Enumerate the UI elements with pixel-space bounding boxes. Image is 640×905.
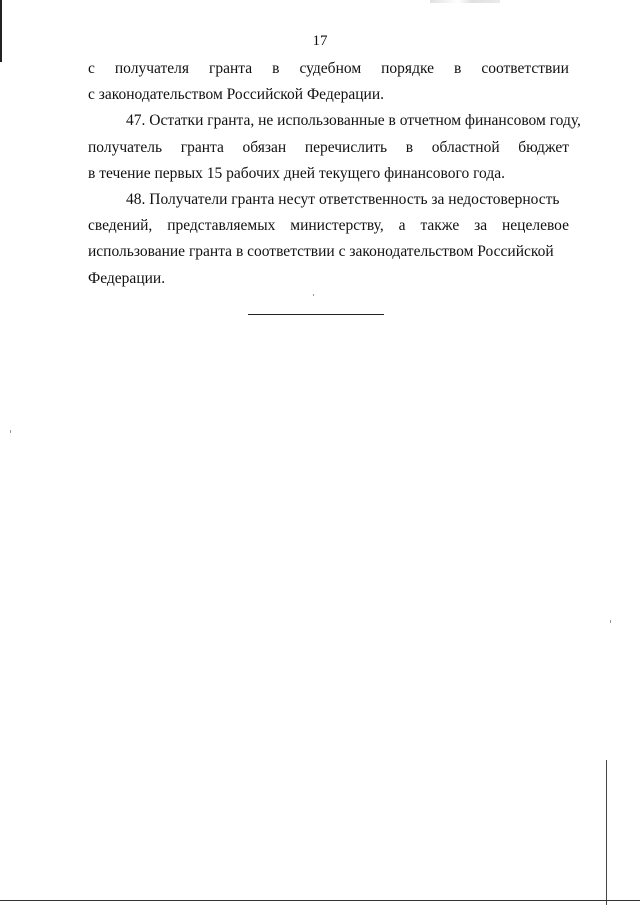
word: также bbox=[420, 217, 460, 235]
word: гранта bbox=[209, 60, 253, 77]
word: сведений, bbox=[88, 217, 153, 235]
scan-edge-left bbox=[0, 0, 2, 62]
document-body bbox=[88, 56, 581, 292]
text-line: 48. Получатели гранта несут ответственность за недостоверность bbox=[126, 190, 560, 208]
word: получатель bbox=[88, 138, 163, 156]
scan-speck bbox=[610, 620, 611, 623]
page-number: 17 bbox=[312, 33, 328, 49]
word: гранта bbox=[180, 138, 224, 156]
word: областной bbox=[431, 138, 500, 156]
word: соответствии bbox=[481, 60, 569, 77]
word: а bbox=[398, 217, 406, 235]
word: в bbox=[272, 60, 280, 77]
paragraph-48 bbox=[88, 187, 569, 292]
paragraph-47 bbox=[88, 108, 581, 187]
text-line: использование гранта в соответствии с законодательством Российской bbox=[88, 243, 554, 261]
word: перечислить bbox=[304, 138, 388, 156]
word: получателя bbox=[114, 60, 190, 77]
text-line bbox=[88, 56, 569, 82]
word: обязан bbox=[242, 138, 287, 156]
word: министерству, bbox=[290, 217, 384, 235]
scan-smudge bbox=[430, 0, 500, 3]
scan-edge-bottom bbox=[0, 900, 640, 901]
word: в bbox=[405, 138, 414, 156]
word: за bbox=[474, 217, 488, 235]
word: в bbox=[453, 60, 462, 77]
text-line bbox=[88, 213, 569, 239]
scan-speck bbox=[10, 430, 11, 433]
word: представляемых bbox=[167, 217, 276, 235]
end-separator-line bbox=[248, 314, 384, 315]
text-line bbox=[88, 135, 569, 161]
scan-speck bbox=[313, 294, 314, 296]
scan-edge-right bbox=[606, 760, 607, 905]
word: порядке bbox=[381, 60, 434, 77]
word: судебном bbox=[299, 60, 362, 77]
word: с bbox=[88, 60, 95, 77]
paragraph bbox=[88, 56, 569, 108]
text-line: в течение первых 15 рабочих дней текущего финансового года. bbox=[88, 164, 505, 182]
text-line: с законодательством Российской Федерации. bbox=[88, 86, 385, 104]
word: нецелевое bbox=[502, 217, 569, 235]
text-line: 47. Остатки гранта, не использованные в отчетном финансовом году, bbox=[126, 112, 581, 130]
text-line: Федерации. bbox=[88, 269, 166, 287]
word: бюджет bbox=[518, 138, 569, 156]
